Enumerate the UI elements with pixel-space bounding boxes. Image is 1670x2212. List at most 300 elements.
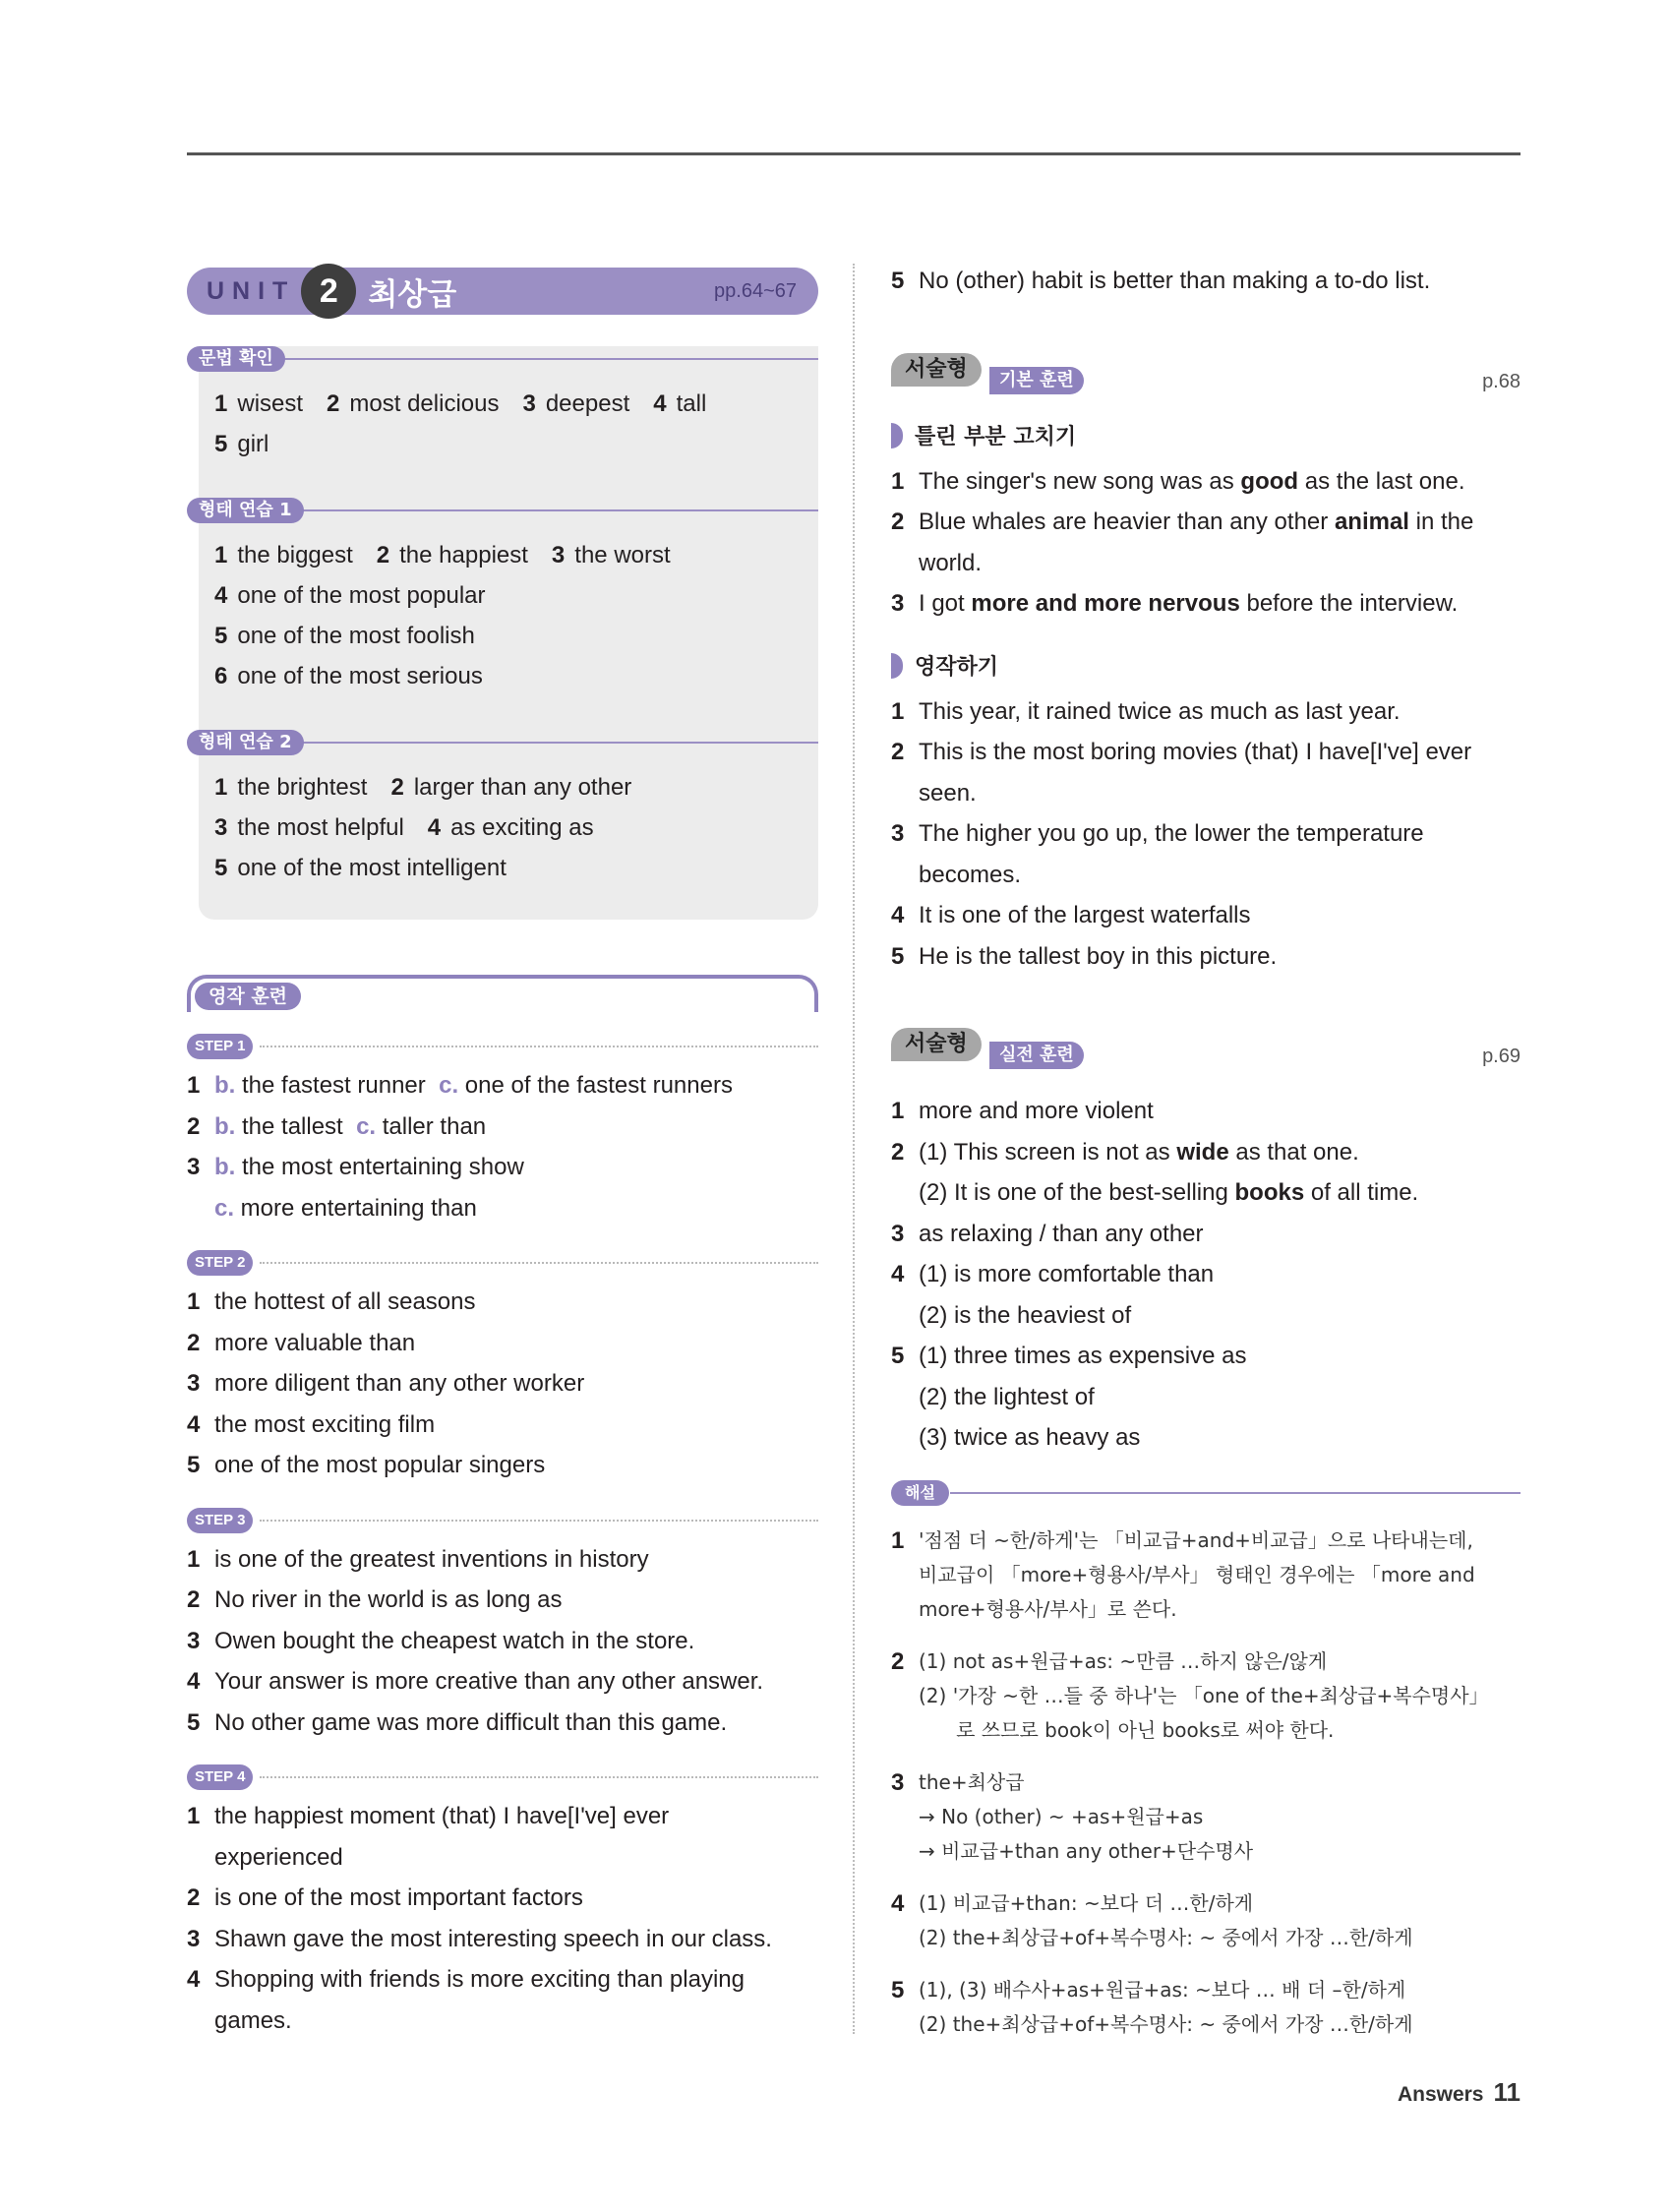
item-text <box>919 1091 1154 1132</box>
step-label: STEP 3 <box>187 1508 253 1533</box>
choice-letter: c. <box>439 1072 459 1099</box>
item-text <box>919 855 1021 896</box>
item-text: Shawn gave the most interesting speech in our class. <box>214 1925 772 1952</box>
answer-line <box>891 1214 1521 1255</box>
unit-title: 최상급 <box>368 276 457 313</box>
item-number: 2 <box>891 508 905 535</box>
explain-number: 1 <box>891 1526 905 1554</box>
list-item <box>187 1796 818 1837</box>
section-gap <box>199 474 818 498</box>
basic-main-label: 서술형 <box>891 353 982 387</box>
box-section-body <box>199 372 818 474</box>
answer-text: wisest <box>237 390 304 417</box>
item-text: is one of the most important factors <box>214 1884 583 1911</box>
subsection-items <box>891 691 1521 978</box>
item-text <box>919 543 982 584</box>
answer-line <box>891 1377 1521 1418</box>
item-number: 5 <box>891 942 905 970</box>
answer-line <box>214 616 818 656</box>
answer-line <box>891 732 1521 773</box>
step-dotted-line <box>260 1046 818 1047</box>
answer-line <box>891 773 1521 814</box>
item-number: 3 <box>187 1370 201 1397</box>
item-number: 3 <box>891 1220 905 1247</box>
item-text <box>214 1147 524 1188</box>
choice-text: one of the fastest runners <box>458 1072 733 1099</box>
item-text: Your answer is more creative than any other answer. <box>214 1668 764 1695</box>
step-header <box>187 1764 818 1790</box>
answer-text: one of the most popular <box>237 582 486 609</box>
item-number <box>187 1837 214 1879</box>
step-header <box>187 1034 818 1059</box>
text-pre: This is the most boring movies (that) I have[I've] ever <box>919 739 1472 765</box>
answer-number: 3 <box>522 390 536 417</box>
choice-text: the most entertaining show <box>235 1154 524 1180</box>
step-list <box>187 1059 818 1228</box>
subsection-items <box>891 461 1521 625</box>
item-number: 2 <box>891 1138 905 1166</box>
answer-line <box>891 1254 1521 1295</box>
text-pre: more and more violent <box>919 1098 1154 1124</box>
answer-line <box>891 583 1521 625</box>
box-section-body <box>199 523 818 706</box>
answer-line <box>891 543 1521 584</box>
answer-line <box>891 1295 1521 1337</box>
item-number: 3 <box>187 1627 201 1654</box>
item-number: 5 <box>891 1343 905 1369</box>
item-number <box>891 543 919 584</box>
text-pre: world. <box>919 549 983 576</box>
text-bold: wide <box>1176 1138 1229 1166</box>
box-section-line <box>246 742 818 744</box>
practice-items <box>891 1091 1521 1459</box>
step-header <box>187 1508 818 1533</box>
explain-item <box>891 1886 1521 1955</box>
explain-line: (2) the+최상급+of+복수명사: ~ 중에서 가장 …한/하게 <box>919 1925 1413 1949</box>
item-number: 2 <box>187 1329 201 1356</box>
text-pre: becomes. <box>919 861 1022 888</box>
section-marker <box>891 423 903 448</box>
answer-line <box>891 813 1521 855</box>
footer-page-number: 11 <box>1493 2077 1521 2107</box>
item-number: 2 <box>187 1112 201 1140</box>
answer-text: one of the most foolish <box>237 623 475 649</box>
answer-line <box>891 855 1521 896</box>
text-post: as the last one. <box>1298 467 1465 495</box>
text-pre: (2) the lightest of <box>919 1383 1095 1410</box>
practice-sub-label: 실전 훈련 <box>989 1042 1084 1069</box>
practice-page: p.69 <box>1482 1046 1521 1067</box>
answer-line <box>891 1417 1521 1459</box>
answer-text: deepest <box>545 390 630 417</box>
item-text: No other game was more difficult than this game. <box>214 1708 728 1736</box>
answer-text: as exciting as <box>450 814 594 841</box>
unit-word: UNIT <box>207 276 296 305</box>
item-text: Owen bought the cheapest watch in the store. <box>214 1627 695 1654</box>
box-section-label: 형태 연습 2 <box>187 730 304 755</box>
item-text <box>919 773 977 814</box>
item-number: 4 <box>891 902 905 928</box>
item-number: 3 <box>187 1925 201 1952</box>
list-item <box>187 1959 818 2001</box>
item-text <box>919 1295 1131 1337</box>
step-label: STEP 1 <box>187 1034 253 1059</box>
answer-text: girl <box>237 431 269 457</box>
answer-number: 5 <box>214 855 228 881</box>
right-column <box>891 261 1521 2042</box>
item-text: the hottest of all seasons <box>214 1288 476 1315</box>
unit-number: 2 <box>301 264 356 319</box>
item-text <box>919 1417 1140 1459</box>
list-item <box>187 2001 818 2042</box>
explain-body <box>919 1973 1413 2042</box>
box-section-header <box>187 730 818 755</box>
item-number: 5 <box>891 268 905 294</box>
explain-number: 5 <box>891 1976 905 2003</box>
item-text: more diligent than any other worker <box>214 1370 585 1397</box>
choice-letter: c. <box>356 1112 377 1140</box>
item-number: 4 <box>187 1410 201 1438</box>
box-section-header <box>187 498 818 523</box>
list-item <box>187 1703 818 1744</box>
item-text: more valuable than <box>214 1329 416 1356</box>
explain-header <box>891 1480 1521 1506</box>
text-pre: The higher you go up, the lower the temperature <box>919 820 1424 847</box>
list-item <box>187 1106 818 1148</box>
text-pre: I got <box>919 590 972 617</box>
answer-number: 5 <box>214 623 228 649</box>
answer-number: 4 <box>427 814 442 841</box>
list-item <box>187 1621 818 1662</box>
answer-text: larger than any other <box>413 774 632 801</box>
text-post: in the <box>1408 508 1474 535</box>
explain-line <box>950 1492 1521 1494</box>
item-text <box>214 1188 477 1229</box>
item-text <box>919 502 1473 543</box>
text-pre: (3) twice as heavy as <box>919 1424 1141 1451</box>
answer-line <box>891 461 1521 503</box>
answer-number: 2 <box>390 774 404 801</box>
explain-body <box>919 1644 1489 1748</box>
text-pre: (2) It is one of the best-selling <box>919 1179 1235 1206</box>
item-number: 3 <box>891 590 905 617</box>
top-rule <box>187 152 1521 155</box>
basic-subsection-title <box>891 646 1521 686</box>
box-section-line <box>246 358 818 360</box>
text-pre: (1) is more comfortable than <box>919 1261 1215 1287</box>
yj-label: 영작 훈련 <box>195 983 301 1010</box>
answer-text: the happiest <box>399 542 528 568</box>
item-text <box>919 1377 1095 1418</box>
item-text <box>919 895 1251 936</box>
answer-number: 3 <box>551 542 566 568</box>
item-text <box>214 1065 733 1106</box>
box-section-body <box>199 755 818 898</box>
item-text: the most exciting film <box>214 1410 436 1438</box>
explain-line: 비교급이 「more+형용사/부사」 형태인 경우에는 「more and <box>919 1562 1475 1586</box>
answer-number: 5 <box>214 431 228 457</box>
answer-line <box>891 1336 1521 1377</box>
choice-text: the fastest runner <box>235 1072 440 1099</box>
list-item <box>187 1661 818 1703</box>
page-footer <box>1398 2077 1521 2108</box>
item-number: 4 <box>891 1261 905 1287</box>
item-number: 2 <box>187 1586 201 1613</box>
item-text <box>919 1132 1359 1173</box>
answer-line <box>214 656 818 696</box>
explain-body <box>919 1765 1253 1869</box>
answer-line <box>214 807 818 848</box>
explain-label: 해설 <box>891 1480 949 1506</box>
explain-line: (1) not as+원급+as: ~만큼 …하지 않은/않게 <box>919 1648 1328 1673</box>
answer-number: 1 <box>214 390 228 417</box>
choice-letter: b. <box>214 1112 236 1140</box>
text-pre: The singer's new song was as <box>919 467 1241 495</box>
step-list <box>187 1790 818 2041</box>
box-section-line <box>246 509 818 511</box>
explain-line: → 비교급+than any other+단수명사 <box>919 1838 1254 1863</box>
item-text <box>214 1106 486 1148</box>
text-pre: seen. <box>919 779 977 807</box>
item-number: 1 <box>187 1545 201 1573</box>
unit-banner <box>187 268 818 315</box>
item-text <box>919 1336 1246 1377</box>
item-number <box>891 773 919 814</box>
explain-item <box>891 1644 1521 1748</box>
section-marker <box>891 653 903 679</box>
explain-line: (2) the+최상급+of+복수명사: ~ 중에서 가장 …한/하게 <box>919 2011 1413 2036</box>
answer-line <box>214 384 818 424</box>
text-post: of all time. <box>1304 1179 1419 1206</box>
answer-number: 2 <box>327 390 340 417</box>
choice-text: taller than <box>376 1112 487 1140</box>
list-item <box>187 1445 818 1486</box>
list-item <box>187 1282 818 1323</box>
answer-line <box>214 424 818 464</box>
answer-text: tall <box>676 390 707 417</box>
answer-line <box>891 1132 1521 1173</box>
column-divider <box>853 264 855 2034</box>
box-section-header <box>187 346 818 372</box>
explain-item <box>891 1765 1521 1869</box>
answer-text: the biggest <box>237 542 353 568</box>
text-pre: Blue whales are heavier than any other <box>919 508 1335 535</box>
explain-line: '점점 더 ~한/하게'는 「비교급+and+비교급」으로 나타내는데, <box>919 1527 1473 1552</box>
step-dotted-line <box>260 1520 818 1522</box>
text-bold: books <box>1234 1179 1305 1206</box>
item-number: 3 <box>187 1154 201 1180</box>
text-pre: (2) is the heaviest of <box>919 1301 1132 1329</box>
answer-line <box>891 895 1521 936</box>
item-text <box>919 1214 1204 1255</box>
choice-letter: b. <box>214 1072 236 1099</box>
item-text <box>919 1254 1214 1295</box>
text-bold: good <box>1240 467 1299 495</box>
item-number: 3 <box>891 820 905 847</box>
answer-text: the brightest <box>237 774 368 801</box>
item-number <box>891 1417 919 1459</box>
step-label: STEP 2 <box>187 1250 253 1276</box>
answer-line <box>891 691 1521 733</box>
answer-text: one of the most serious <box>237 663 483 689</box>
item-text: games. <box>214 2006 292 2034</box>
basic-sections <box>891 416 1521 978</box>
text-pre: (1) three times as expensive as <box>919 1343 1247 1369</box>
yj-section-header <box>187 975 818 1012</box>
item-number: 1 <box>891 1098 905 1124</box>
item-number <box>187 2001 214 2042</box>
answer-line <box>891 1091 1521 1132</box>
explain-number: 3 <box>891 1768 905 1796</box>
answer-text: one of the most intelligent <box>237 855 507 881</box>
explain-line: (2) '가장 ~한 …들 중 하나'는 「one of the+최상급+복수명사」 <box>919 1683 1489 1707</box>
text-pre: as relaxing / than any other <box>919 1220 1204 1247</box>
item-text <box>919 583 1458 625</box>
list-item <box>187 1580 818 1621</box>
answer-line <box>891 502 1521 543</box>
item-number <box>891 1295 919 1337</box>
practice-header <box>891 1028 1521 1071</box>
list-item <box>187 1539 818 1581</box>
answer-line <box>214 575 818 616</box>
answer-line <box>214 535 818 575</box>
item-number: 1 <box>187 1803 201 1829</box>
item-text: is one of the greatest inventions in history <box>214 1545 649 1573</box>
text-bold: animal <box>1334 508 1409 535</box>
item-number: 1 <box>891 467 905 495</box>
item-number: 1 <box>187 1072 201 1099</box>
explain-body <box>919 1524 1475 1627</box>
choice-letter: b. <box>214 1154 236 1180</box>
section-gap <box>199 706 818 730</box>
item-text <box>919 936 1277 978</box>
box-section-label: 문법 확인 <box>187 346 285 372</box>
answer-line <box>214 848 818 888</box>
item-text <box>919 732 1471 773</box>
item-text <box>919 1172 1418 1214</box>
practice-main-label: 서술형 <box>891 1028 982 1061</box>
answer-number: 1 <box>214 542 228 568</box>
box-section-label: 형태 연습 1 <box>187 498 304 523</box>
item-text: No river in the world is as long as <box>214 1586 563 1613</box>
text-bold: more and more nervous <box>971 590 1240 617</box>
text-pre: This year, it rained twice as much as last year. <box>919 697 1401 725</box>
list-item <box>187 1065 818 1106</box>
step-dotted-line <box>260 1776 818 1778</box>
item-text <box>919 813 1424 855</box>
answer-number: 1 <box>214 774 228 801</box>
basic-page: p.68 <box>1482 370 1521 392</box>
list-item <box>187 1878 818 1919</box>
explain-line: the+최상급 <box>919 1769 1025 1794</box>
text-pre: It is one of the largest waterfalls <box>919 902 1251 928</box>
item-text <box>919 461 1465 503</box>
explain-number: 2 <box>891 1647 905 1675</box>
item-text: one of the most popular singers <box>214 1452 546 1478</box>
answer-text: the worst <box>574 542 671 568</box>
explain-line: 로 쓰므로 book이 아닌 books로 써야 한다. <box>919 1717 1335 1742</box>
basic-header <box>891 353 1521 396</box>
subsection-title-text: 영작하기 <box>915 655 999 680</box>
explain-line: → No (other) ~ +as+원급+as <box>919 1804 1204 1828</box>
right-first-line <box>891 261 1521 302</box>
item-number: 1 <box>187 1288 201 1315</box>
item-number: 5 <box>187 1708 201 1736</box>
explain-line: more+형용사/부사」로 쓴다. <box>919 1596 1177 1621</box>
step-list <box>187 1276 818 1486</box>
answer-number: 4 <box>653 390 667 417</box>
explain-line: (1), (3) 배수사+as+원급+as: ~보다 … 배 더 –한/하게 <box>919 1977 1406 2002</box>
list-item <box>187 1837 818 1879</box>
step-label: STEP 4 <box>187 1764 253 1790</box>
explain-item <box>891 1973 1521 2042</box>
item-text: No (other) habit is better than making a to-do list. <box>919 268 1431 294</box>
item-text: the happiest moment (that) I have[I've] ever <box>214 1803 670 1829</box>
footer-label: Answers <box>1397 2083 1484 2106</box>
steps-container <box>187 1034 818 2041</box>
explain-items <box>891 1524 1521 2042</box>
item-text: Shopping with friends is more exciting than playing <box>214 1966 745 1993</box>
explain-body <box>919 1886 1413 1955</box>
answer-number: 3 <box>214 814 228 841</box>
item-number: 2 <box>891 739 905 765</box>
answer-number: 2 <box>376 542 390 568</box>
answer-number: 6 <box>214 663 228 689</box>
list-item <box>187 1919 818 1960</box>
answer-text: the most helpful <box>237 814 404 841</box>
explain-number: 4 <box>891 1889 905 1917</box>
list-item <box>187 1147 818 1188</box>
list-item <box>187 1405 818 1446</box>
item-number: 2 <box>187 1884 201 1911</box>
explain-line: (1) 비교급+than: ~보다 더 …한/하게 <box>919 1890 1254 1915</box>
list-item <box>187 1363 818 1405</box>
item-number <box>891 855 919 896</box>
answer-number: 4 <box>214 582 228 609</box>
basic-sub-label: 기본 훈련 <box>989 367 1084 394</box>
text-post: as that one. <box>1228 1138 1359 1166</box>
item-number: 4 <box>187 1966 201 1993</box>
item-text <box>919 691 1401 733</box>
item-number: 1 <box>891 697 905 725</box>
answer-text: most delicious <box>349 390 500 417</box>
text-post: before the interview. <box>1239 590 1459 617</box>
item-number <box>187 1188 214 1229</box>
answer-line <box>891 1172 1521 1214</box>
list-item <box>187 1188 818 1229</box>
step-dotted-line <box>260 1262 818 1264</box>
step-header <box>187 1250 818 1276</box>
left-column <box>187 268 818 2041</box>
unit-pages: pp.64~67 <box>714 279 797 302</box>
item-text: experienced <box>214 1843 343 1871</box>
explain-item <box>891 1524 1521 1627</box>
item-number <box>891 1377 919 1418</box>
item-number: 5 <box>187 1452 201 1478</box>
choice-letter: c. <box>214 1194 235 1222</box>
item-number: 4 <box>187 1668 201 1695</box>
item-number <box>891 1172 919 1214</box>
answer-line <box>214 767 818 807</box>
text-pre: He is the tallest boy in this picture. <box>919 942 1278 970</box>
subsection-title-text: 틀린 부분 고치기 <box>915 425 1077 449</box>
step-list <box>187 1533 818 1744</box>
answer-line <box>891 936 1521 978</box>
choice-text: more entertaining than <box>234 1194 477 1222</box>
text-pre: (1) This screen is not as <box>919 1138 1177 1166</box>
choice-text: the tallest <box>235 1112 357 1140</box>
answer-box <box>199 346 818 920</box>
